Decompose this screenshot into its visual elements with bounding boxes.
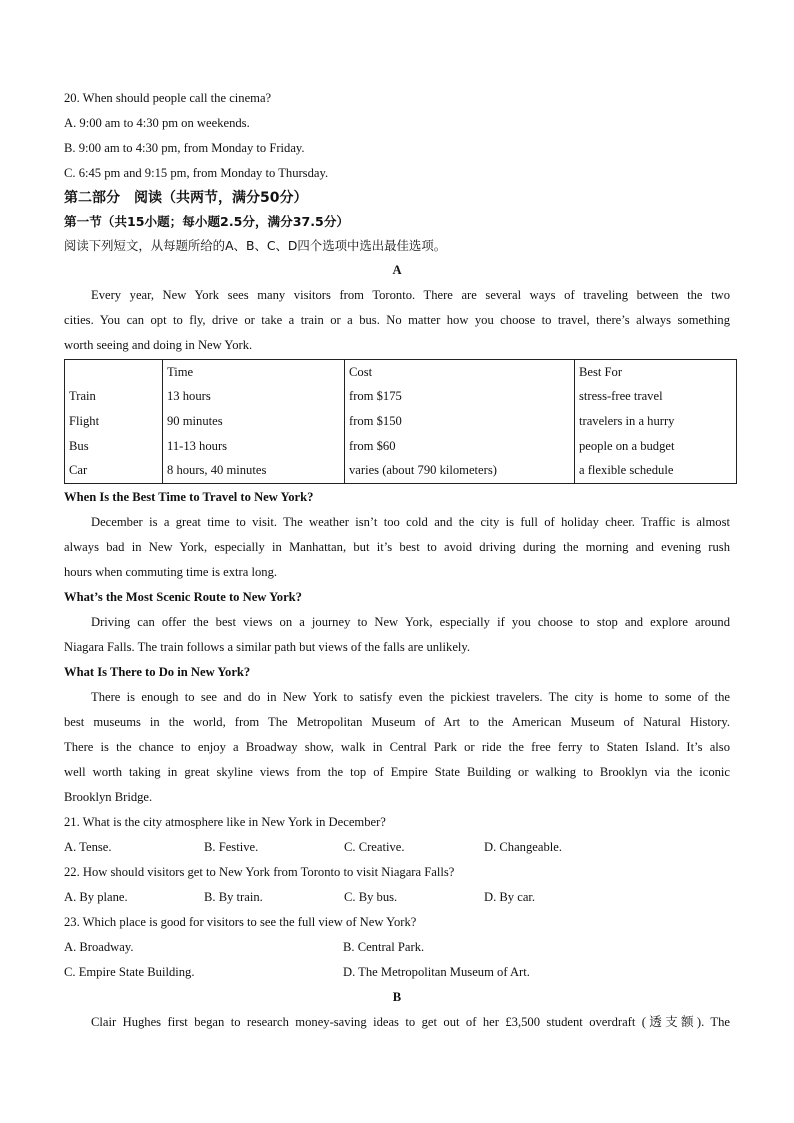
table-cell: 11-13 hours: [163, 434, 345, 459]
instruction: 阅读下列短文，从每题所给的A、B、C、D四个选项中选出最佳选项。: [64, 238, 447, 253]
intro-line-1: Every year, New York sees many visitors from Toronto. There are several ways of traveling between the two: [91, 288, 730, 302]
table-header-cell: [65, 360, 163, 385]
q22-question: 22. How should visitors get to New York from Toronto to visit Niagara Falls?: [64, 864, 455, 879]
q22-option-b: B. By train.: [204, 889, 263, 904]
paragraph-line: hours when commuting time is extra long.: [64, 564, 278, 579]
q23-option-c: C. Empire State Building.: [64, 964, 195, 979]
section1-title: 第一节（共15小题；每小题2.5分，满分37.5分）: [64, 214, 350, 229]
paragraph-line: Brooklyn Bridge.: [64, 789, 153, 804]
table-cell: stress-free travel: [575, 385, 737, 410]
table-header-row: [65, 360, 737, 385]
paragraph-line: Clair Hughes first began to research money-saving ideas to get out of her £3,500 student overdraft (透支额). The: [91, 1014, 730, 1029]
passage-a-letter: A: [392, 263, 402, 277]
table-cell: 90 minutes: [163, 409, 345, 434]
paragraph-line: There is enough to see and do in New York to satisfy even the pickiest travelers. The city is home to some of the: [91, 689, 730, 704]
table-cell: from $150: [345, 409, 575, 434]
table-cell: from $60: [345, 434, 575, 459]
q21-option-c: C. Creative.: [344, 839, 405, 854]
heading-best-time: When Is the Best Time to Travel to New York?: [64, 489, 314, 504]
table-cell: from $175: [345, 385, 575, 410]
paragraph-line: Driving can offer the best views on a journey to New York, especially if you choose to stop and explore around: [91, 614, 730, 629]
paragraph-things-to-do: [64, 685, 730, 810]
q20-option-a: A. 9:00 am to 4:30 pm on weekends.: [64, 116, 250, 130]
table-cell: people on a budget: [575, 434, 737, 459]
paragraph-line: December is a great time to visit. The weather isn’t too cold and the city is full of holiday cheer. Traffic is almost: [91, 514, 730, 529]
table-row: [65, 434, 737, 459]
table-cell: Flight: [69, 413, 100, 428]
table-cell: 8 hours, 40 minutes: [163, 458, 345, 483]
table-cell: Train: [69, 389, 96, 404]
q23-option-b: B. Central Park.: [343, 939, 425, 954]
table-cell: Bus: [69, 438, 89, 453]
table-row: [65, 385, 737, 410]
q21-option-d: D. Changeable.: [484, 839, 562, 854]
q21-question: 21. What is the city atmosphere like in New York in December?: [64, 814, 386, 829]
document-page: [64, 86, 730, 1035]
paragraph-line: well worth taking in great skyline views from the top of Empire State Building or walking to Brooklyn via the iconic: [64, 764, 730, 779]
intro-line-3: worth seeing and doing in New York.: [64, 338, 253, 352]
q22-options: [64, 885, 730, 910]
table-row: [65, 409, 737, 434]
passage-b-letter: B: [392, 989, 402, 1004]
q23-options-row1: [64, 935, 730, 960]
paragraph-best-time: [64, 510, 730, 585]
table-header-cell: Best For: [575, 360, 737, 385]
passage-b-intro: [64, 1010, 730, 1035]
table-cell: varies (about 790 kilometers): [345, 458, 575, 483]
heading-scenic-route: What’s the Most Scenic Route to New York?: [64, 589, 302, 604]
travel-options-table: [64, 359, 737, 484]
q20-option-b: B. 9:00 am to 4:30 pm, from Monday to Friday.: [64, 141, 305, 155]
table-header-cell: Cost: [345, 360, 575, 385]
q22-option-c: C. By bus.: [344, 889, 398, 904]
part2-title: 第二部分 阅读（共两节，满分50分）: [64, 190, 308, 206]
table-row: [65, 458, 737, 483]
passage-a-intro: [64, 283, 730, 358]
q22-option-d: D. By car.: [484, 889, 536, 904]
heading-things-to-do: What Is There to Do in New York?: [64, 664, 251, 679]
q20-option-c: C. 6:45 pm and 9:15 pm, from Monday to Thursday.: [64, 166, 329, 180]
q23-question: 23. Which place is good for visitors to see the full view of New York?: [64, 914, 417, 929]
q20-question: 20. When should people call the cinema?: [64, 91, 272, 105]
paragraph-line: Niagara Falls. The train follows a similar path but views of the falls are unlikely.: [64, 639, 471, 654]
table-cell: 13 hours: [163, 385, 345, 410]
q23-option-a: A. Broadway.: [64, 939, 134, 954]
paragraph-line: There is the chance to enjoy a Broadway show, walk in Central Park or ride the free ferry to Staten Island. It’s also: [64, 739, 730, 754]
table-header-cell: Time: [163, 360, 345, 385]
q21-options: [64, 835, 730, 860]
q23-options-row2: [64, 960, 730, 985]
q21-option-a: A. Tense.: [64, 839, 112, 854]
q23-option-d: D. The Metropolitan Museum of Art.: [343, 964, 530, 979]
q21-option-b: B. Festive.: [204, 839, 259, 854]
q22-option-a: A. By plane.: [64, 889, 128, 904]
paragraph-scenic-route: [64, 610, 730, 660]
table-cell: Car: [69, 463, 88, 478]
table-cell: a flexible schedule: [575, 458, 737, 483]
paragraph-line: best museums in the world, from The Metropolitan Museum of Art to the American Museum of Natural History.: [64, 714, 730, 729]
table-cell: travelers in a hurry: [575, 409, 737, 434]
intro-line-2: cities. You can opt to fly, drive or take a train or a bus. No matter how you choose to travel, there’s always something: [64, 313, 730, 327]
paragraph-line: always bad in New York, especially in Manhattan, but it’s best to avoid driving during the morning and evening rush: [64, 539, 730, 554]
